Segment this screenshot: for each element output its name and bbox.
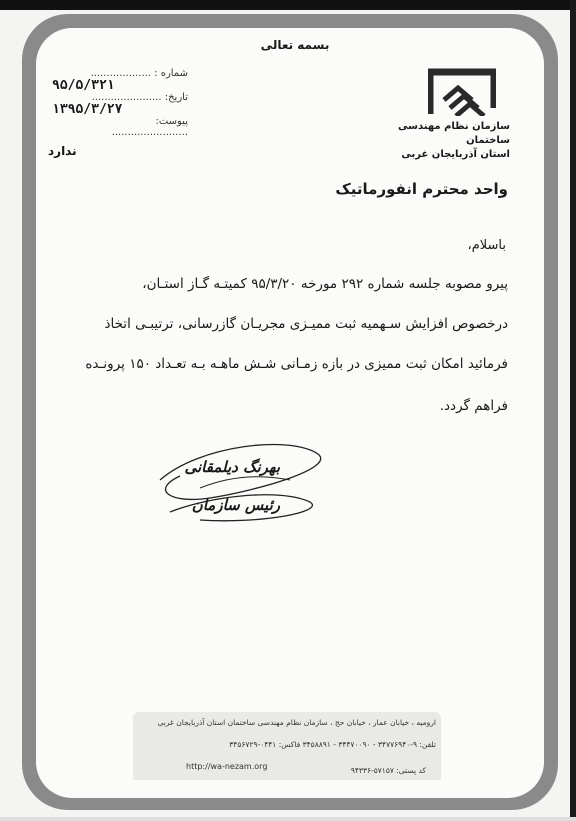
bismillah-heading: بسمه تعالی: [260, 38, 330, 52]
number-label: شماره : ...................: [90, 68, 188, 79]
organization-name-line2: استان آذربایجان غربی: [401, 149, 510, 160]
signer-title: رئیس سازمان: [191, 496, 280, 514]
recipient-title: واحد محترم انفورماتیک: [335, 180, 508, 198]
organization-name: [390, 120, 510, 162]
organization-name-line1: سازمان نظام مهندسی ساختمان: [398, 121, 510, 146]
number-value: ۹۵/۵/۳۲۱: [52, 78, 115, 93]
signer-name: بهرنگ دیلمقانی: [184, 458, 280, 476]
scan-edge-bottom: [0, 817, 576, 821]
footer-phone-fax: تلفن: ۹-۳۴۷۷۶۹۴۰ - ۳۴۴۷۰۰۹۰ - ۳۴۵۸۸۹۱ فاکس: ۰۴۴۱-۳۴۵۶۷۲۹: [229, 740, 436, 749]
attachment-label: پیوست: ........................: [111, 116, 188, 138]
footer-address: ارومیه ، خیابان عمار ، خیابان حج ، سازمان نظام مهندسی ساختمان استان آذربایجان غربی: [157, 718, 436, 727]
date-value: ۱۳۹۵/۳/۲۷: [52, 102, 123, 117]
footer-postal-code: کد پستی: ۵۷۱۵۷-۹۴۳۳۶: [350, 766, 426, 775]
body-line: فراهم گردد.: [439, 398, 508, 414]
body-line: درخصوص افزایش سـهمیه ثبت ممیـزی مجریـان گازرسانی، ترتیبـی اتخاذ: [104, 316, 508, 332]
footer-website-link[interactable]: http://wa-nezam.org: [186, 762, 268, 771]
attachment-value: ندارد: [48, 144, 77, 158]
body-line: فرمائید امکان ثبت ممیزی در بازه زمـانی شـش ماهـه بـه تعـداد ۱۵۰ پرونـده: [85, 356, 508, 372]
scan-edge-top: [0, 0, 576, 10]
date-label: تاریخ: ......................: [91, 92, 188, 103]
scan-edge-right: [570, 0, 576, 821]
salutation: باسلام،: [467, 238, 506, 253]
body-line: پیرو مصوبه جلسه شماره ۲۹۲ مورخه ۹۵/۳/۲۰ کمیتـه گـاز استـان،: [142, 276, 508, 292]
handwritten-signature-icon: [140, 440, 330, 530]
organization-logo-icon: [428, 68, 496, 116]
